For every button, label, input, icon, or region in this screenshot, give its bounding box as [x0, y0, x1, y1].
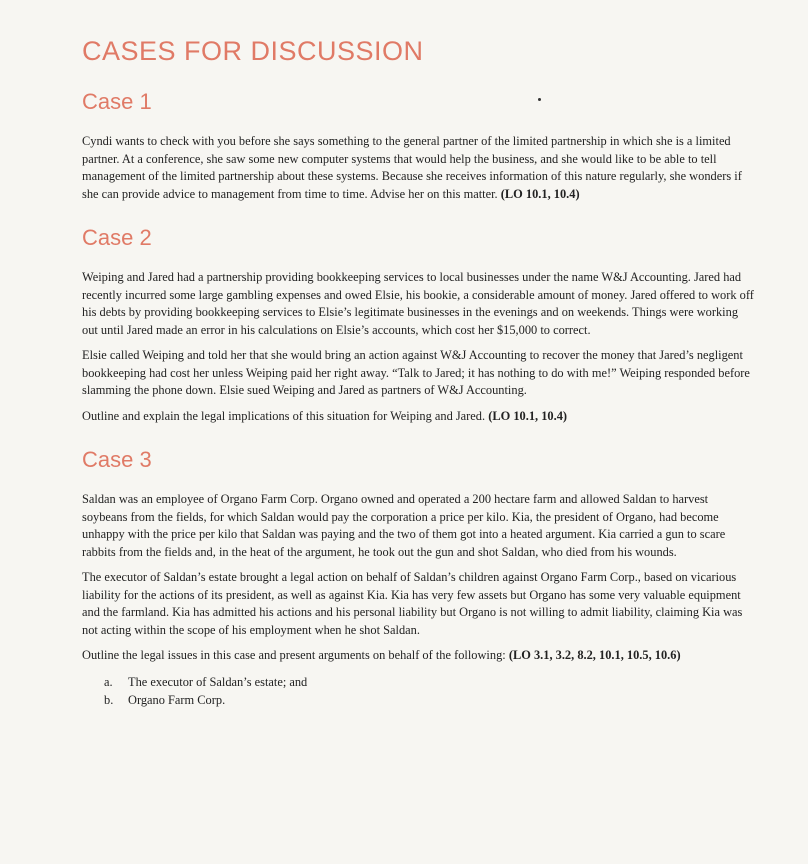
list-marker: b. [104, 692, 114, 707]
case-2-paragraph-3 [82, 408, 754, 426]
case-3-list [104, 673, 754, 709]
case-2-paragraph-1 [82, 269, 754, 339]
list-marker: a. [104, 674, 113, 689]
case-1-paragraph-1 [82, 133, 754, 203]
case-3-paragraph-3 [82, 647, 754, 665]
case-1 [82, 89, 754, 203]
learning-objective-ref: (LO 10.1, 10.4) [488, 408, 568, 423]
case-3 [82, 447, 754, 709]
case-3-paragraph-1 [82, 491, 754, 561]
learning-objective-ref: (LO 3.1, 3.2, 8.2, 10.1, 10.5, 10.6) [508, 648, 681, 662]
case-2 [82, 225, 754, 425]
case-1-heading: Case 1 [82, 89, 152, 114]
case-3-heading: Case 3 [82, 447, 152, 472]
page-title: CASES FOR DISCUSSION [82, 36, 424, 66]
case-2-heading: Case 2 [82, 225, 152, 250]
list-item-text: Organo Farm Corp. [128, 692, 226, 707]
paragraph-text: Outline and explain the legal implications of this situation for Weiping and Jared. [82, 408, 486, 423]
paragraph-text: Elsie called Weiping and told her that she would bring an action against W&J Accounting to recover the money that Jared’s negligent bookkeeping had cost her unless Weiping paid her right away. “Talk to Jared; it has nothing to do with me!” Weiping responded before slamming the phone down. Elsie sued Weiping and Jared as partners of W&J Accounting. [82, 348, 750, 397]
list-item [104, 673, 754, 691]
case-2-paragraph-2 [82, 347, 754, 400]
list-item [104, 691, 754, 709]
paragraph-text: Saldan was an employee of Organo Farm Corp. Organo owned and operated a 200 hectare farm and allowed Saldan to harvest soybeans from the fields, for which Saldan would pay the corporation a price per kilo. Kia, the president of Organo, had become unhappy with the price per kilo that Saldan was paying and the two of them got into a heated argument. Kia carried a gun to scare rabbits from the fields and, in the heat of the argument, he took out the gun and shot Saldan, who died from his wounds. [82, 492, 726, 559]
list-item-text: The executor of Saldan’s estate; and [128, 674, 308, 689]
paragraph-text: Weiping and Jared had a partnership providing bookkeeping services to local businesses under the name W&J Accounting. Jared had recently incurred some large gambling expenses and owed Elsie, his bookie, a considerable amount of money. Jared offered to work off his debts by providing bookkeeping services to Elsie’s legitimate businesses in the evenings and on weekends. Things were working out until Jared made an error in his calculations on Elsie’s accounts, which cost her $15,000 to correct. [82, 270, 754, 337]
paragraph-text: Outline the legal issues in this case and present arguments on behalf of the following: [82, 648, 506, 662]
learning-objective-ref: (LO 10.1, 10.4) [500, 186, 580, 201]
stray-mark [538, 98, 541, 101]
paragraph-text: The executor of Saldan’s estate brought a legal action on behalf of Saldan’s children against Organo Farm Corp., based on vicarious liability for the actions of its president, as well as against Kia. Kia has very few assets but Organo has some very valuable equipment and the farmland. Kia has admitted his actions and his personal liability but Organo is not willing to admit liability, claiming Kia was not acting within the scope of his employment when he shot Saldan. [82, 570, 743, 637]
paragraph-text: Cyndi wants to check with you before she says something to the general partner of the limited partnership in which she is a limited partner. At a conference, she saw some new computer systems that would help the business, and she would like to be able to tell management of the limited partnership about these systems. Because she receives information of this nature regularly, she wonders if she can provide advice to management from time to time. Advise her on this matter. [82, 134, 742, 201]
case-3-paragraph-2 [82, 569, 754, 639]
